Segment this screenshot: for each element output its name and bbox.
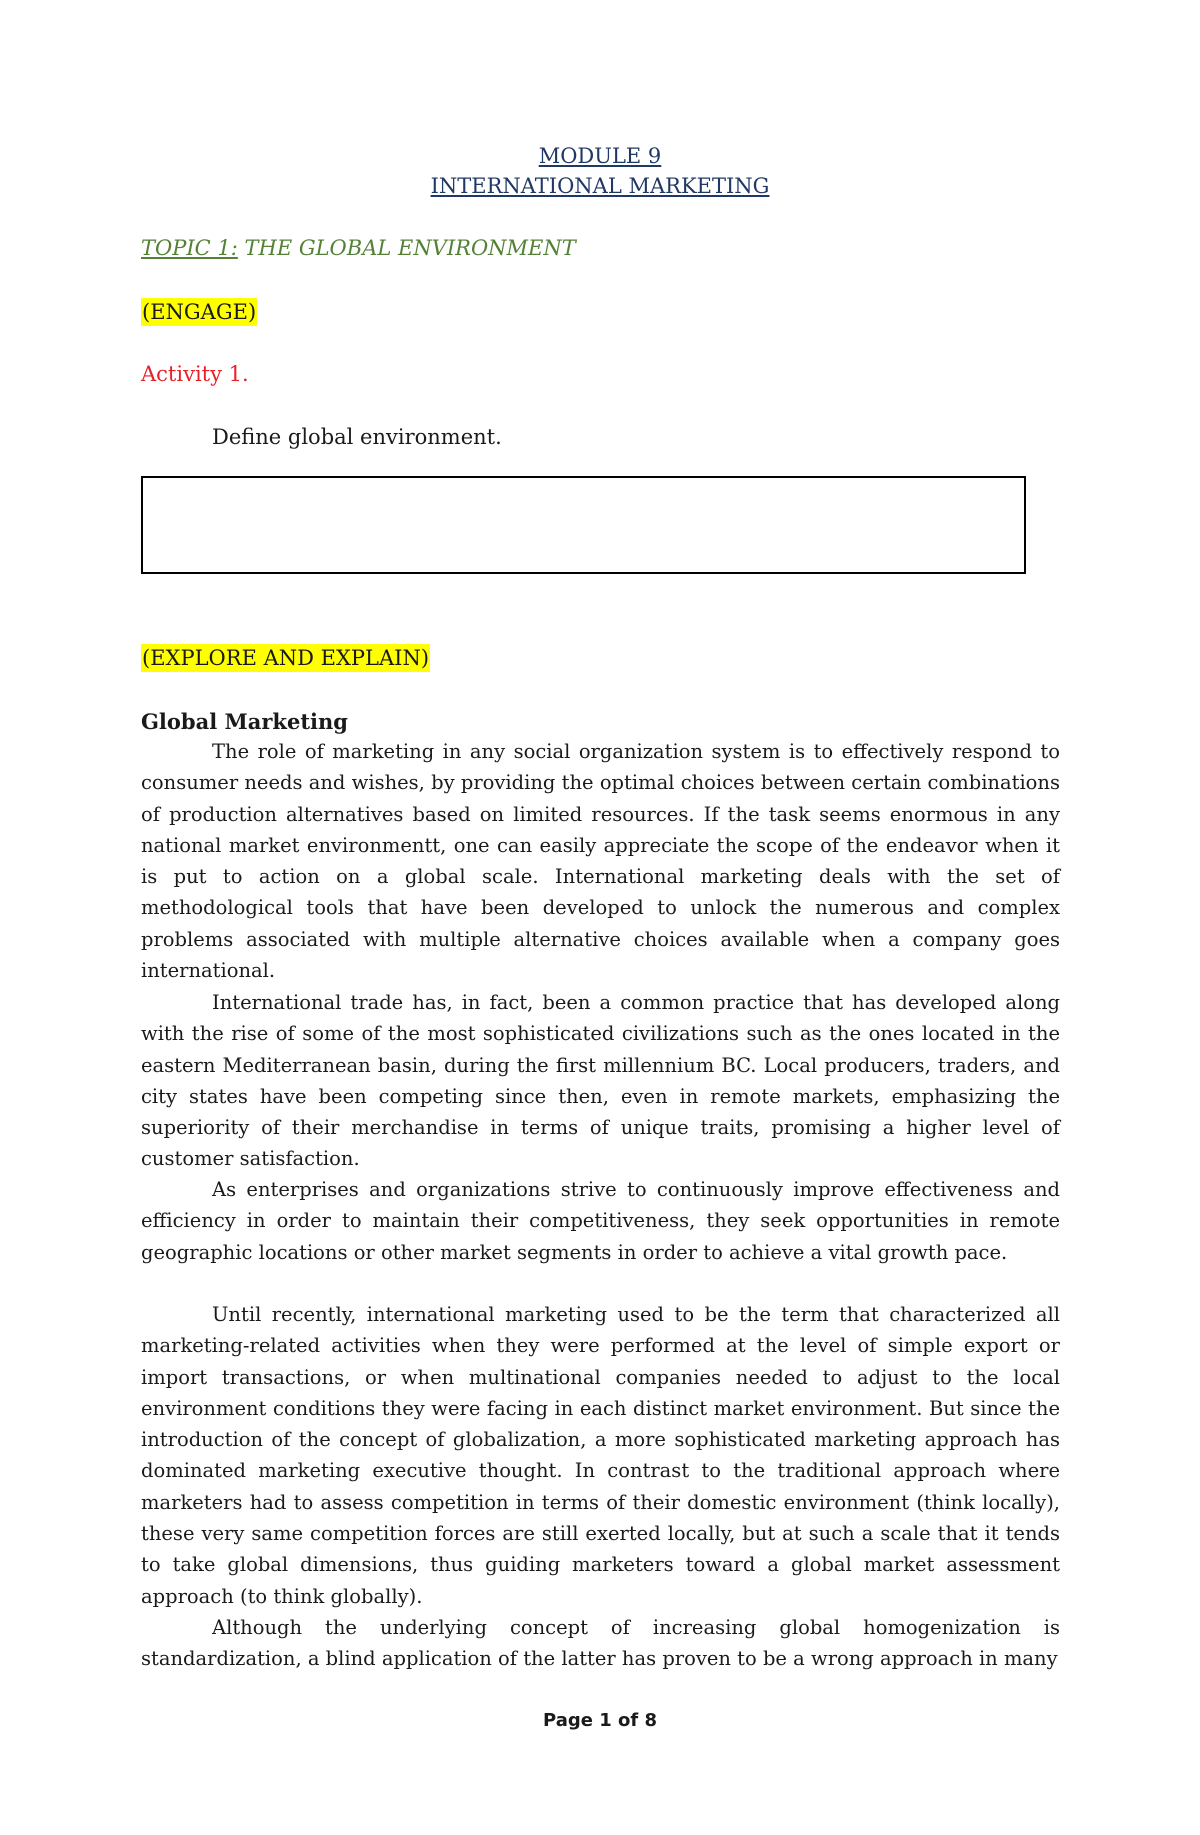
paragraph-4: Until recently, international marketing used to be the term that characterized all marketing-related activities when they were performed at the level of simple export or import transactions, or when multinational companies needed to adjust to the local environment conditions they were facing in each distinct market environment. But since the introduction of the concept of globalization, a more sophisticated marketing approach has dominated marketing executive thought. In contrast to the traditional approach where marketers had to assess competition in terms of their domestic environment (think locally), these very same competition forces are still exerted locally, but at such a scale that it tends to take global dimensions, thus guiding marketers toward a global market assessment approach (to think globally). (141, 1303, 1060, 1608)
explore-label: (EXPLORE AND EXPLAIN) (142, 646, 430, 670)
activity-label: Activity 1. (141, 362, 249, 386)
paragraph-3: As enterprises and organizations strive to continuously improve effectiveness and efficiency in order to maintain their competitiveness, they seek opportunities in remote geographic locations or other market segments in order to achieve a vital growth pace. (141, 1178, 1060, 1264)
section-title: Global Marketing (141, 709, 348, 734)
module-title: MODULE 9 (538, 144, 662, 168)
module-subtitle: INTERNATIONAL MARKETING (430, 174, 770, 198)
paragraph-2: International trade has, in fact, been a common practice that has developed along with the rise of some of the most sophisticated civilizations such as the ones located in the eastern Mediterranean basin, during the first millennium BC. Local producers, traders, and city states have been competing since then, even in remote markets, emphasizing the superiority of their merchandise in terms of unique traits, promising a higher level of customer satisfaction. (141, 991, 1060, 1171)
engage-label: (ENGAGE) (142, 300, 257, 324)
topic-heading (141, 236, 576, 260)
paragraph-5: Although the underlying concept of increasing global homogenization is standardization, a blind application of the latter has proven to be a wrong approach in many (141, 1616, 1060, 1671)
paragraph-1: The role of marketing in any social organization system is to effectively respond to consumer needs and wishes, by providing the optimal choices between certain combinations of production alternatives based on limited resources. If the task seems enormous in any national market environmentt, one can easily appreciate the scope of the endeavor when it is put to action on a global scale. International marketing deals with the set of methodological tools that have been developed to unlock the numerous and complex problems associated with multiple alternative choices available when a company goes international. (141, 740, 1060, 983)
footer-page-number: 1 (599, 1710, 612, 1731)
footer-total-pages: 8 (644, 1710, 657, 1731)
footer-page-word: Page (542, 1710, 600, 1731)
footer-of-word: of (611, 1710, 645, 1731)
topic-name: THE GLOBAL ENVIRONMENT (237, 236, 576, 260)
topic-label: TOPIC 1: (141, 236, 238, 260)
answer-box[interactable] (141, 476, 1026, 574)
page-footer (0, 1710, 1200, 1731)
activity-prompt: Define global environment. (212, 425, 502, 449)
